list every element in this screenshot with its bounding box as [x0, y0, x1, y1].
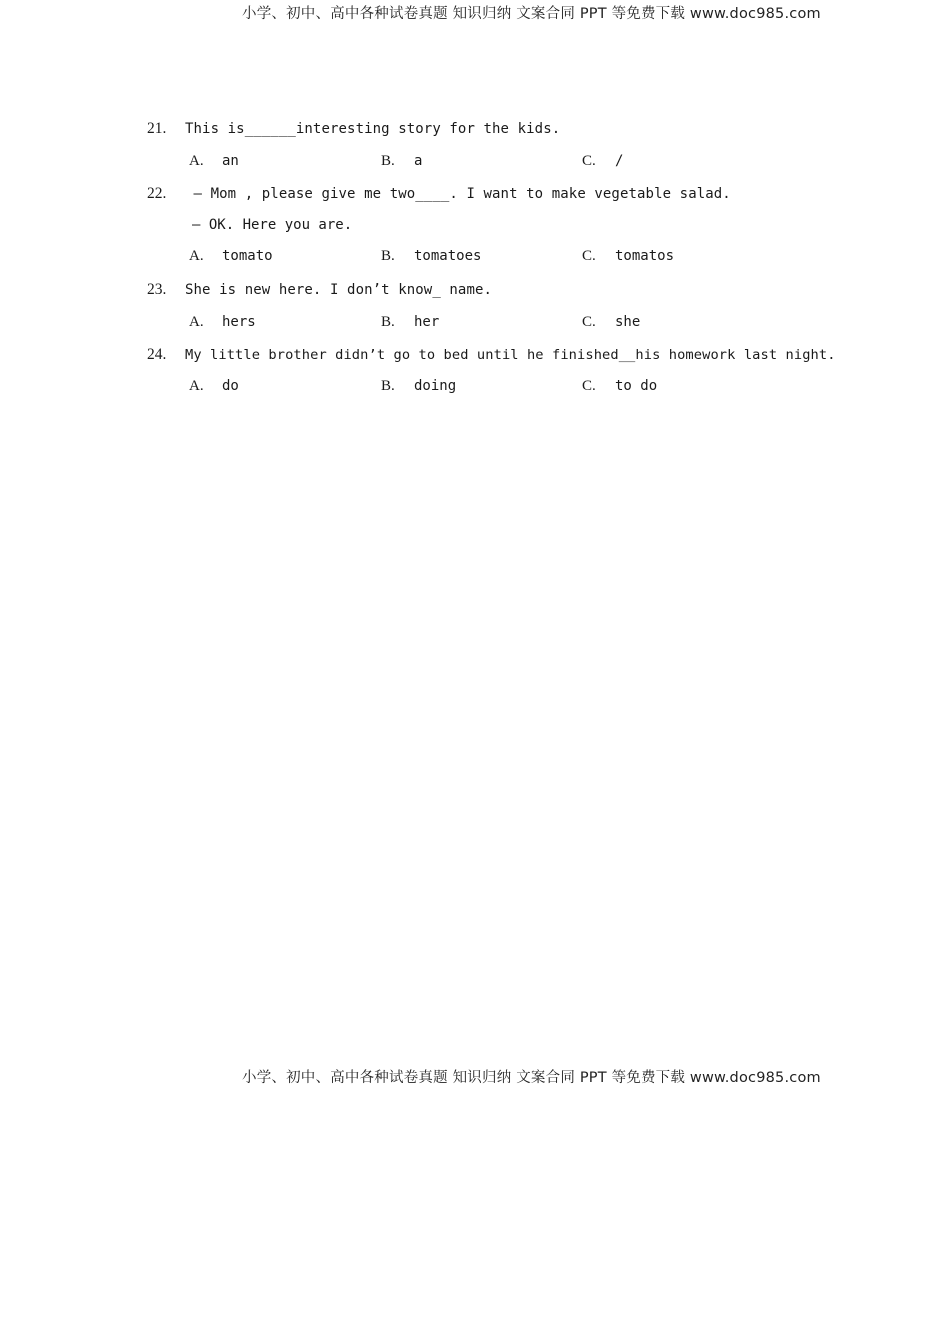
option-label: A.	[189, 314, 204, 330]
question-21-option-a	[189, 153, 239, 170]
option-label: B.	[381, 378, 395, 394]
option-value: tomatoes	[414, 248, 482, 264]
question-number: 21.	[147, 120, 167, 137]
option-value: tomato	[222, 248, 273, 264]
question-text: This is______interesting story for the kids.	[185, 121, 561, 137]
question-23-option-a	[189, 314, 256, 331]
option-value: she	[615, 314, 641, 330]
option-value: to do	[615, 378, 658, 394]
question-21	[147, 120, 560, 138]
question-22-option-b	[381, 248, 481, 265]
question-number: 23.	[147, 281, 167, 298]
option-value: an	[222, 153, 239, 169]
question-23-option-b	[381, 314, 439, 331]
question-24-option-a	[189, 378, 239, 395]
option-label: A.	[189, 378, 204, 394]
question-22-option-c	[582, 248, 674, 265]
question-text: – Mom , please give me two____. I want to make vegetable salad.	[185, 186, 731, 202]
option-value: /	[615, 153, 624, 169]
question-22	[147, 185, 731, 203]
option-label: A.	[189, 153, 204, 169]
option-value: hers	[222, 314, 256, 330]
option-label: C.	[582, 248, 596, 264]
option-value: tomatos	[615, 248, 675, 264]
page-header: 小学、初中、高中各种试卷真题 知识归纳 文案合同 PPT 等免费下载 www.doc985.com	[242, 6, 821, 22]
question-number: 22.	[147, 185, 167, 202]
question-22-option-a	[189, 248, 273, 265]
option-value: a	[414, 153, 423, 169]
question-21-option-b	[381, 153, 422, 170]
option-label: A.	[189, 248, 204, 264]
option-label: B.	[381, 153, 395, 169]
option-label: C.	[582, 153, 596, 169]
page-footer: 小学、初中、高中各种试卷真题 知识归纳 文案合同 PPT 等免费下载 www.doc985.com	[242, 1070, 821, 1086]
question-24	[147, 346, 836, 364]
question-24-option-c	[582, 378, 657, 395]
question-22-reply: – OK. Here you are.	[192, 217, 353, 233]
option-label: C.	[582, 314, 596, 330]
question-text: She is new here. I don’t know_ name.	[185, 282, 493, 298]
option-label: C.	[582, 378, 596, 394]
question-number: 24.	[147, 346, 167, 363]
question-21-option-c	[582, 153, 623, 170]
option-label: B.	[381, 248, 395, 264]
question-24-option-b	[381, 378, 456, 395]
option-value: her	[414, 314, 440, 330]
question-23-option-c	[582, 314, 640, 331]
option-value: do	[222, 378, 239, 394]
option-label: B.	[381, 314, 395, 330]
question-text: My little brother didn’t go to bed until he finished__his homework last night.	[185, 347, 836, 363]
option-value: doing	[414, 378, 457, 394]
question-23	[147, 281, 492, 299]
